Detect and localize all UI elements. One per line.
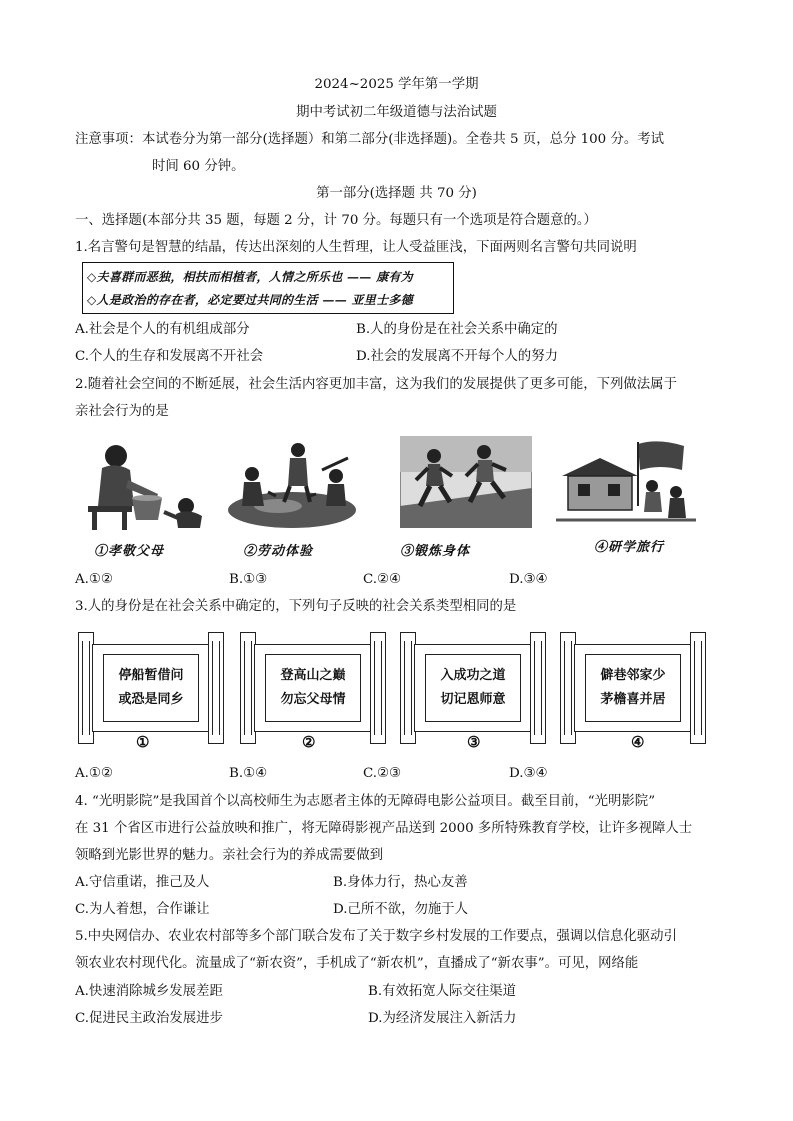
scroll-rod-right <box>690 632 706 744</box>
q1-option-c[interactable]: C.个人的生存和发展离不开社会 <box>75 349 264 364</box>
caption-exercise: ③锻炼身体 <box>400 544 471 559</box>
q4-stem-line-1: 4. “光明影院”是我国首个以高校师生为志愿者主体的无障碍电影公益项目。截至目前，“光明影院” <box>75 794 656 809</box>
scroll-4-line-2: 茅檐喜并居 <box>600 692 666 707</box>
scroll-2-line-2: 勿忘父母情 <box>280 692 346 707</box>
q4-option-d[interactable]: D.己所不欲，勿施于人 <box>333 902 469 917</box>
scroll-rod-right <box>370 632 386 744</box>
illustration-study-tour <box>556 436 696 526</box>
q4-option-b[interactable]: B.身体力行，热心友善 <box>333 875 468 890</box>
scroll-2-label: ② <box>302 733 316 751</box>
q2-option-c[interactable]: C.②④ <box>363 572 402 587</box>
q2-stem-line-1: 2.随着社会空间的不断延展，社会生活内容更加丰富，这为我们的发展提供了更多可能，下列做法属于 <box>75 377 677 392</box>
q2-stem-line-2: 亲社会行为的是 <box>75 404 169 419</box>
q2-option-a[interactable]: A.①② <box>75 572 113 587</box>
scroll-3-label: ③ <box>467 733 481 751</box>
caption-filial-piety: ①孝敬父母 <box>94 544 165 559</box>
scroll-3-line-1: 入成功之道 <box>440 668 506 683</box>
scroll-1-label: ① <box>136 733 150 751</box>
q3-option-c[interactable]: C.②③ <box>363 766 402 781</box>
q2-option-d[interactable]: D.③④ <box>509 572 548 587</box>
q2-option-b[interactable]: B.①③ <box>229 572 268 587</box>
q4-stem-line-2: 在 31 个省区市进行公益放映和推广，将无障碍影视产品送到 2000 多所特殊教育学校，让许多视障人士 <box>75 821 693 836</box>
notice-line-2: 时间 60 分钟。 <box>152 159 245 174</box>
q1-option-b[interactable]: B.人的身份是在社会关系中确定的 <box>356 322 558 337</box>
exam-title: 期中考试初二年级道德与法治试题 <box>296 105 497 120</box>
scroll-3-line-2: 切记恩师意 <box>440 692 506 707</box>
q3-option-d[interactable]: D.③④ <box>509 766 548 781</box>
q3-option-b[interactable]: B.①④ <box>229 766 268 781</box>
quote-kang-youwei: ◇夫喜群而恶独，相扶而相植者，人情之所乐也 —— 康有为 <box>87 270 413 284</box>
q1-option-a[interactable]: A.社会是个人的有机组成部分 <box>75 322 250 337</box>
scroll-panel <box>92 644 210 732</box>
illustration-exercise <box>400 436 532 528</box>
exam-year-line: 2024~2025 学年第一学期 <box>314 77 479 92</box>
scroll-panel <box>414 644 532 732</box>
quote-box <box>82 262 454 314</box>
q1-stem: 1.名言警句是智慧的结晶，传达出深刻的人生哲理，让人受益匪浅，下面两则名言警句共同说明 <box>75 240 637 255</box>
scroll-3 <box>400 632 546 744</box>
scroll-2-line-1: 登高山之巅 <box>280 668 346 683</box>
q5-option-c[interactable]: C.促进民主政治发展进步 <box>75 1011 223 1026</box>
illustration-labor-experience <box>218 436 358 532</box>
scroll-1-line-1: 停船暂借问 <box>118 668 184 683</box>
section-intro: 一、选择题(本部分共 35 题，每题 2 分，计 70 分。每题只有一个选项是符合题意的。） <box>75 213 597 228</box>
q5-option-a[interactable]: A.快速消除城乡发展差距 <box>75 984 223 999</box>
caption-study-tour: ④研学旅行 <box>594 540 665 555</box>
notice-line-1: 注意事项：本试卷分为第一部分(选择题）和第二部分(非选择题)。全卷共 5 页，总分 100 分。考试 <box>75 132 665 147</box>
q4-option-a[interactable]: A.守信重诺，推己及人 <box>75 875 210 890</box>
illustration-filial-piety <box>80 436 220 532</box>
part-title: 第一部分(选择题 共 70 分) <box>316 186 477 201</box>
scroll-4-label: ④ <box>631 733 645 751</box>
quote-aristotle: ◇人是政治的存在者，必定要过共同的生活 —— 亚里士多德 <box>87 293 413 307</box>
scroll-panel <box>254 644 372 732</box>
scroll-1-line-2: 或恐是同乡 <box>118 692 184 707</box>
caption-labor-experience: ②劳动体验 <box>243 544 314 559</box>
scroll-4 <box>560 632 706 744</box>
scroll-rod-right <box>208 632 224 744</box>
q4-stem-line-3: 领略到光影世界的魅力。亲社会行为的养成需要做到 <box>75 848 383 863</box>
q3-option-a[interactable]: A.①② <box>75 766 113 781</box>
q4-option-c[interactable]: C.为人着想，合作谦让 <box>75 902 210 917</box>
q1-option-d[interactable]: D.社会的发展离不开每个人的努力 <box>356 349 558 364</box>
q5-option-b[interactable]: B.有效拓宽人际交往渠道 <box>368 984 517 999</box>
q3-stem: 3.人的身份是在社会关系中确定的，下列句子反映的社会关系类型相同的是 <box>75 599 517 614</box>
scroll-rod-right <box>530 632 546 744</box>
scroll-1 <box>78 632 224 744</box>
q5-option-d[interactable]: D.为经济发展注入新活力 <box>368 1011 517 1026</box>
scroll-panel <box>574 644 692 732</box>
q5-stem-line-1: 5.中央网信办、农业农村部等多个部门联合发布了关于数字乡村发展的工作要点，强调以信息化驱动引 <box>75 929 677 944</box>
q5-stem-line-2: 领农业农村现代化。流量成了“新农资”，手机成了“新农机”，直播成了“新农事”。可见，网络能 <box>75 956 639 971</box>
scroll-2 <box>240 632 386 744</box>
scroll-4-line-1: 僻巷邻家少 <box>600 668 666 683</box>
